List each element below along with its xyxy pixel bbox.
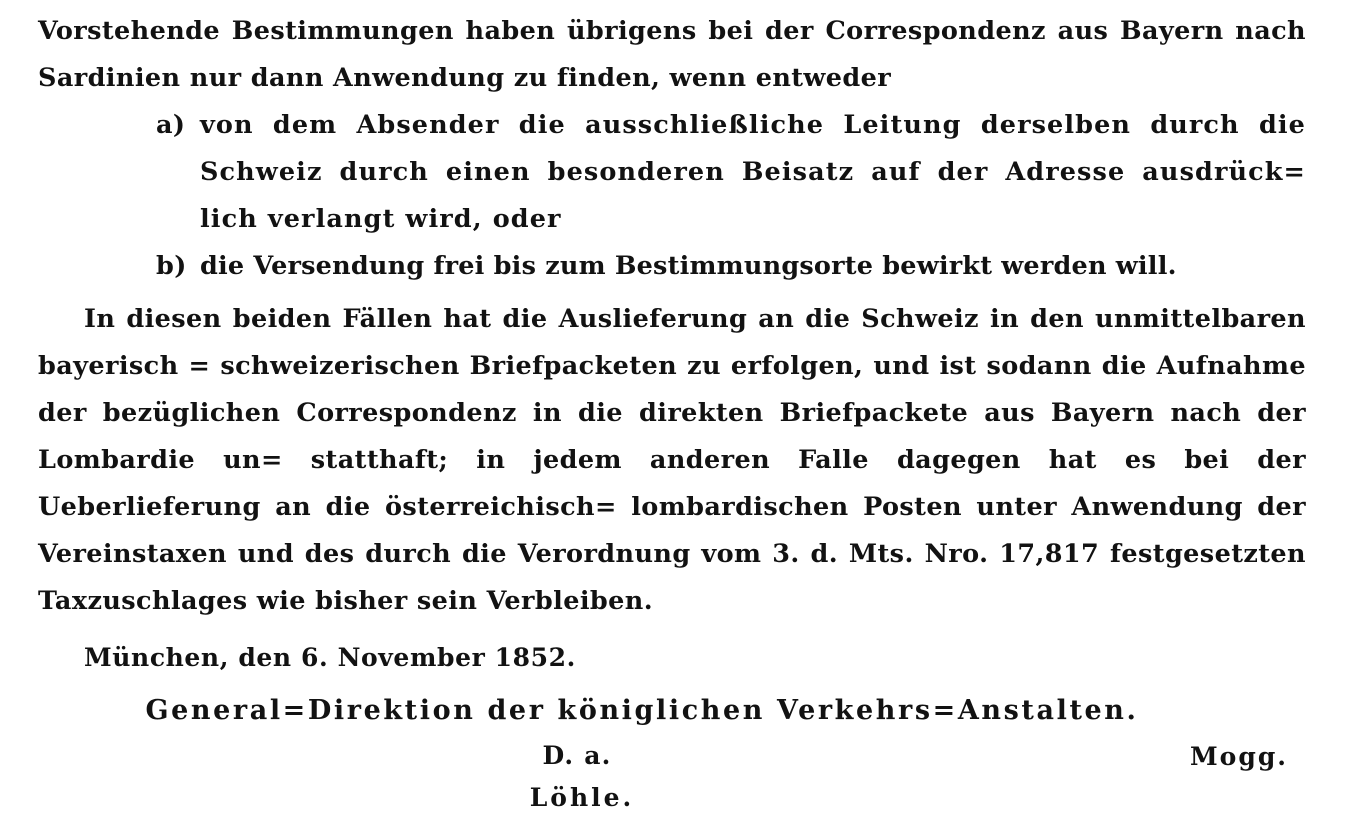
clause-b-marker: b) bbox=[156, 251, 187, 281]
intro-paragraph: Vorstehende Bestimmungen haben übrigens bei der Correspondenz aus Bayern nach Sardinien nur dann Anwendung zu finden, wenn entweder bbox=[38, 16, 1306, 93]
issuing-authority: General=Direktion der königlichen Verkehrs=Anstalten. bbox=[145, 695, 1139, 726]
list-item bbox=[38, 243, 1306, 290]
main-paragraph: In diesen beiden Fällen hat die Auslieferung an die Schweiz in den unmittelbaren bayerisch = schweizerischen Briefpacketen zu erfolgen, und ist sodann die Aufnahme der bezüglichen Correspondenz in die direkten Briefpackete aus Bayern nach der Lombardie un= statthaft; in jedem anderen Falle dagegen hat es bei der Ueberlieferung an die österreichisch= lombardischen Posten unter Anwendung der Vereinstaxen und des durch die Verordnung vom 3. d. Mts. Nro. 17,817 festgesetzten Taxzuschlages wie bisher sein Verbleiben. bbox=[38, 304, 1306, 616]
clause-a-marker: a) bbox=[156, 110, 186, 140]
signature-name-right: Mogg. bbox=[1189, 742, 1288, 771]
place-date-line: München, den 6. November 1852. bbox=[84, 643, 576, 672]
signature-name-left: Löhle. bbox=[529, 783, 635, 812]
clause-b-text: die Versendung frei bis zum Bestimmungsorte bewirkt werden will. bbox=[200, 251, 1177, 281]
list-item bbox=[38, 102, 1306, 243]
clause-list bbox=[38, 102, 1306, 290]
clause-a-text: von dem Absender die ausschließliche Leitung derselben durch die Schweiz durch einen besonderen Beisatz auf der Adresse ausdrück= lich verlangt wird, oder bbox=[200, 110, 1306, 234]
signature-department: D. a. bbox=[542, 741, 612, 770]
